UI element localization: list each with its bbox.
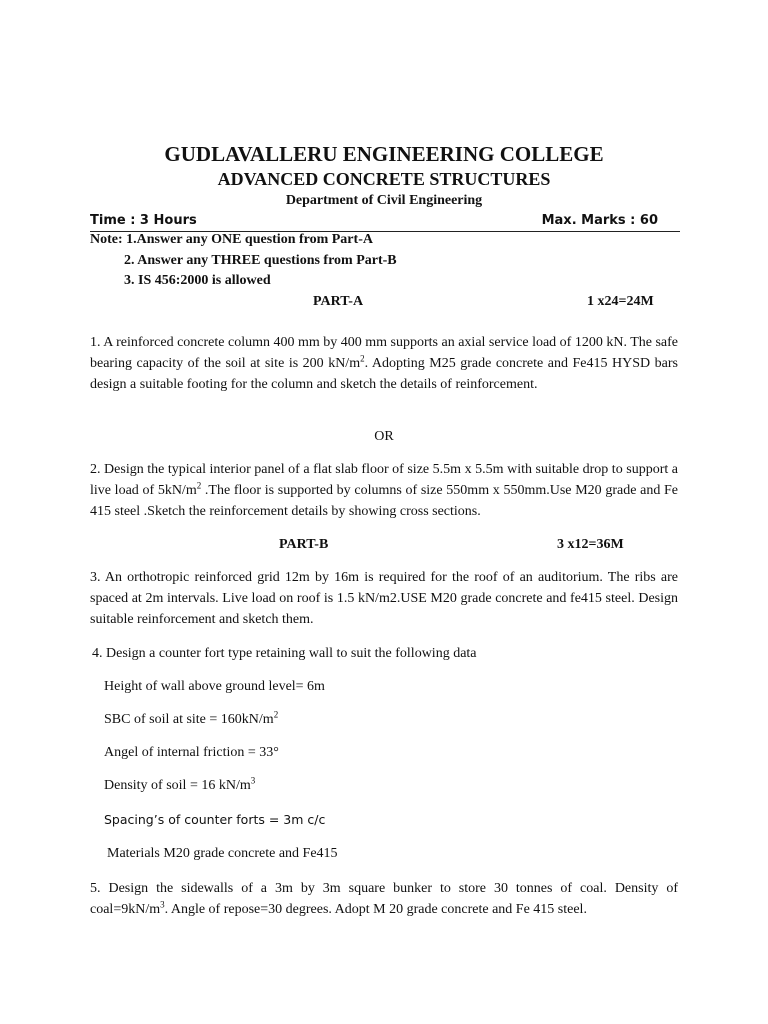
department-name: Department of Civil Engineering	[285, 193, 483, 208]
question-2	[90, 459, 678, 522]
question-4: 4. Design a counter fort type retaining wall to suit the following data	[92, 646, 477, 661]
q4-density-superscript: 3	[250, 775, 256, 786]
question-5	[90, 878, 678, 920]
q4-friction-angle: Angel of internal friction = 33°	[104, 745, 279, 760]
exam-meta-row	[90, 213, 680, 231]
question-1	[90, 332, 678, 395]
question-5-text-a: 5. Design the sidewalls of a 3m by 3m square bunker to store 30 tonnes of coal. Density of coal=9kN/m	[90, 881, 678, 917]
subject-title: ADVANCED CONCRETE STRUCTURES	[217, 169, 551, 189]
q4-sbc-superscript: 2	[273, 709, 279, 720]
question-1-text-b: . Adopting M25 grade concrete and Fe415 HYSD bars design a suitable footing for the column and sketch the details of reinforcement.	[90, 356, 678, 392]
part-b-marks: 3 x12=36M	[557, 537, 624, 552]
q4-materials: Materials M20 grade concrete and Fe415	[107, 846, 338, 861]
or-separator: OR	[374, 429, 394, 444]
note-1: Note: 1.Answer any ONE question from Part-A	[90, 232, 373, 247]
question-3: 3. An orthotropic reinforced grid 12m by 16m is required for the roof of an auditorium. The ribs are spaced at 2m intervals. Live load on roof is 1.5 kN/m2.USE M20 grade concrete and fe415 steel. Design suitable reinforcement and sketch them.	[90, 570, 678, 627]
note-2: 2. Answer any THREE questions from Part-B	[124, 253, 397, 268]
exam-time: Time : 3 Hours	[90, 213, 197, 228]
question-1-superscript: 2	[360, 353, 365, 364]
q4-sbc	[104, 709, 279, 728]
max-marks: Max. Marks : 60	[541, 213, 658, 228]
note-3: 3. IS 456:2000 is allowed	[124, 273, 271, 288]
part-a-label: PART-A	[313, 294, 364, 309]
q4-sbc-text: SBC of soil at site = 160kN/m	[104, 712, 274, 727]
part-b-label: PART-B	[279, 537, 329, 552]
q4-height: Height of wall above ground level= 6m	[104, 679, 325, 694]
question-1-text-a: 1. A reinforced concrete column 400 mm by 400 mm supports an axial service load of 1200 kN. The safe bearing capacity of the soil at site is 200 kN/m	[90, 335, 678, 371]
q4-spacing: Spacing’s of counter forts = 3m c/c	[104, 812, 326, 827]
q4-density	[104, 775, 256, 794]
part-a-marks: 1 x24=24M	[587, 294, 654, 309]
question-5-superscript: 3	[160, 899, 165, 910]
question-2-text-b: .The floor is supported by columns of size 550mm x 550mm.Use M20 grade and Fe 415 steel .Sketch the reinforcement details by showing cross sections.	[90, 483, 679, 519]
question-2-text-a: 2. Design the typical interior panel of a flat slab floor of size 5.5m x 5.5m with suitable drop to support a live load of 5kN/m	[90, 462, 678, 498]
question-5-text-b: . Angle of repose=30 degrees. Adopt M 20 grade concrete and Fe 415 steel.	[164, 902, 587, 917]
college-title: GUDLAVALLERU ENGINEERING COLLEGE	[164, 142, 604, 166]
question-2-superscript: 2	[196, 480, 202, 491]
q4-density-text: Density of soil = 16 kN/m	[104, 778, 251, 793]
